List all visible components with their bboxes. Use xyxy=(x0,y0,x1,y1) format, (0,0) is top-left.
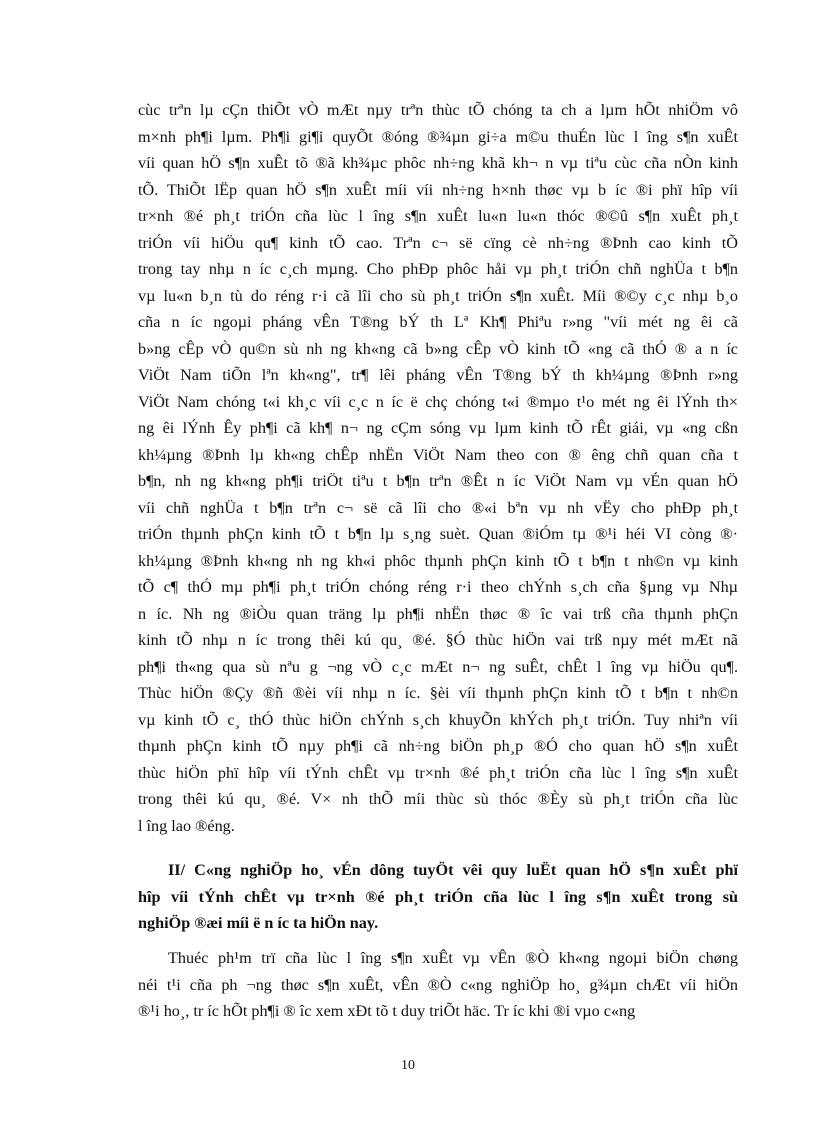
paragraph-line: ng êi lÝnh Êy ph¶i cã kh¶ n¬ ng cÇm sóng vµ lµm kinh tÕ rÊt giái, vµ «ng cßn xyxy=(138,419,738,437)
paragraph-line: tr×nh ®é ph¸t triÓn cña lùc l îng s¶n xuÊt lu«n lu«n thóc ®©û s¶n xuÊt ph¸t xyxy=(138,207,738,225)
paragraph-line: víi quan hÖ s¶n xuÊt tõ ®ã kh¾µc phôc nh÷ng khã kh¬ n vµ tiªu cùc cña nÒn kinh xyxy=(138,154,738,172)
paragraph-line: víi chñ nghÜa t b¶n trªn c¬ së cã lîi cho ®«i bªn vµ nh vËy cho phÐp ph¸t xyxy=(138,498,738,517)
paragraph-line: néi t¹i cña ph ¬ng thøc s¶n xuÊt, vÊn ®Ò c«ng nghiÖp ho¸ g¾µn chÆt víi hiÖn xyxy=(138,975,738,994)
paragraph-line: tÕ. ThiÕt lËp quan hÖ s¶n xuÊt míi víi nh÷ng h×nh thøc vµ b íc ®i phï hîp víi xyxy=(138,180,738,199)
paragraph-line: kh¼µng ®Þnh lµ kh«ng chÊp nhËn ViÖt Nam theo con ® êng chñ quan cña t xyxy=(138,445,738,464)
paragraph-line: ph¶i th«ng qua sù nªu g ¬ng vÒ c¸c mÆt n¬ ng suÊt, chÊt l îng vµ hiÖu qu¶. xyxy=(138,657,738,676)
paragraph-line: l îng lao ®éng. xyxy=(138,816,235,835)
paragraph-line: vµ kinh tÕ c¸ thÓ thùc hiÖn chÝnh s¸ch khuyÕn khÝch ph¸t triÓn. Tuy nhiªn víi xyxy=(138,710,738,729)
paragraph-line: triÓn thµnh phÇn kinh tÕ t b¶n lµ s¸ng suèt. Quan ®iÓm tµ ®¹i héi VI còng ®· xyxy=(138,525,738,543)
paragraph-line: b¶n, nh ng kh«ng ph¶i triÖt tiªu t b¶n trªn ®Êt n íc ViÖt Nam vµ vÉn quan hÖ xyxy=(138,472,738,490)
paragraph-line: ®¹i ho¸, tr íc hÕt ph¶i ® îc xem xÐt tõ t duy triÕt häc. Tr íc khi ®i vµo c«ng xyxy=(138,1002,636,1020)
paragraph-line: thµnh phÇn kinh tÕ nµy ph¶i cã nh÷ng biÖn ph¸p ®Ó cho quan hÖ s¶n xuÊt xyxy=(138,737,738,755)
paragraph-line: b»ng cÊp vÒ qu©n sù nh ng kh«ng cã b»ng cÊp vÒ kinh tÕ «ng cã thÓ ® a n íc xyxy=(138,339,738,358)
paragraph-line: cña n íc ngoµi pháng vÊn T®ng bÝ th Lª Kh¶ Phiªu r»ng "víi mét ng êi cã xyxy=(138,313,738,331)
heading-line: II/ C«ng nghiÖp ho¸ vÉn dông tuyÖt vêi quy luËt quan hÖ s¶n xuÊt phï xyxy=(168,861,738,879)
paragraph-line: m×nh ph¶i lµm. Ph¶i gi¶i quyÕt ®óng ®¾µn gi÷a m©u thuÉn lùc l îng s¶n xuÊt xyxy=(138,127,738,146)
paragraph-line: trong tay nhµ n íc c¸ch mµng. Cho phÐp phôc håi vµ ph¸t triÓn chñ nghÜa t b¶n xyxy=(138,260,738,278)
page-number: 10 xyxy=(401,1058,415,1073)
paragraph-line: triÓn víi hiÖu qu¶ kinh tÕ cao. Trªn c¬ së cïng cè nh÷ng ®Þnh cao kinh tÕ xyxy=(138,233,738,252)
paragraph-line: tÕ c¶ thÓ mµ ph¶i ph¸t triÓn chóng réng r·i theo chÝnh s¸ch cña §µng vµ Nhµ xyxy=(138,578,738,596)
paragraph-line: cùc trªn lµ cÇn thiÕt vÒ mÆt nµy trªn thùc tÕ chóng ta ch a lµm hÕt nhiÖm vô xyxy=(138,101,738,119)
heading-line: nghiÖp ®æi míi ë n íc ta hiÖn nay. xyxy=(138,914,379,932)
paragraph-line: ViÖt Nam tiÕn lªn kh«ng", tr¶ lêi pháng vÊn T®ng bÝ th kh¼µng ®Þnh r»ng xyxy=(138,366,738,384)
paragraph-line: trong thêi kú qu¸ ®é. V× nh thÕ míi thùc sù thóc ®Èy sù ph¸t triÓn cña lùc xyxy=(138,790,738,808)
heading-line: hîp víi tÝnh chÊt vµ tr×nh ®é ph¸t triÓn cña lùc l îng s¶n xuÊt trong sù xyxy=(138,887,738,906)
paragraph-line: thùc hiÖn phï hîp víi tÝnh chÊt vµ tr×nh ®é ph¸t triÓn cña lùc l îng s¶n xuÊt xyxy=(138,763,738,782)
paragraph-line: n íc. Nh ng ®iÒu quan träng lµ ph¶i nhËn thøc ® îc vai trß cña thµnh phÇn xyxy=(138,604,738,623)
paragraph-line: kinh tÕ nhµ n íc trong thêi kú qu¸ ®é. §Ó thùc hiÖn vai trß nµy mét mÆt nã xyxy=(138,631,738,649)
paragraph-line: kh¼µng ®Þnh kh«ng nh ng kh«i phôc thµnh phÇn kinh tÕ t b¶n t nh©n vµ kinh xyxy=(138,551,738,570)
paragraph-line: vµ lu«n b¸n tù do réng r·i cã lîi cho sù ph¸t triÓn s¶n xuÊt. Míi ®©y c¸c nhµ b¸o xyxy=(138,286,738,305)
paragraph-line: ViÖt Nam chóng t«i kh¸c víi c¸c n íc ë chç chóng t«i ®mµo t¹o mét ng êi lÝnh th× xyxy=(138,392,738,411)
paragraph-line: Thùc hiÖn ®Çy ®ñ ®èi víi nhµ n íc. §èi víi thµnh phÇn kinh tÕ t b¶n t nh©n xyxy=(138,684,738,702)
paragraph-line: Thuéc ph¹m trï cña lùc l îng s¶n xuÊt vµ vÊn ®Ò kh«ng ngoµi biÖn chøng xyxy=(168,949,738,967)
